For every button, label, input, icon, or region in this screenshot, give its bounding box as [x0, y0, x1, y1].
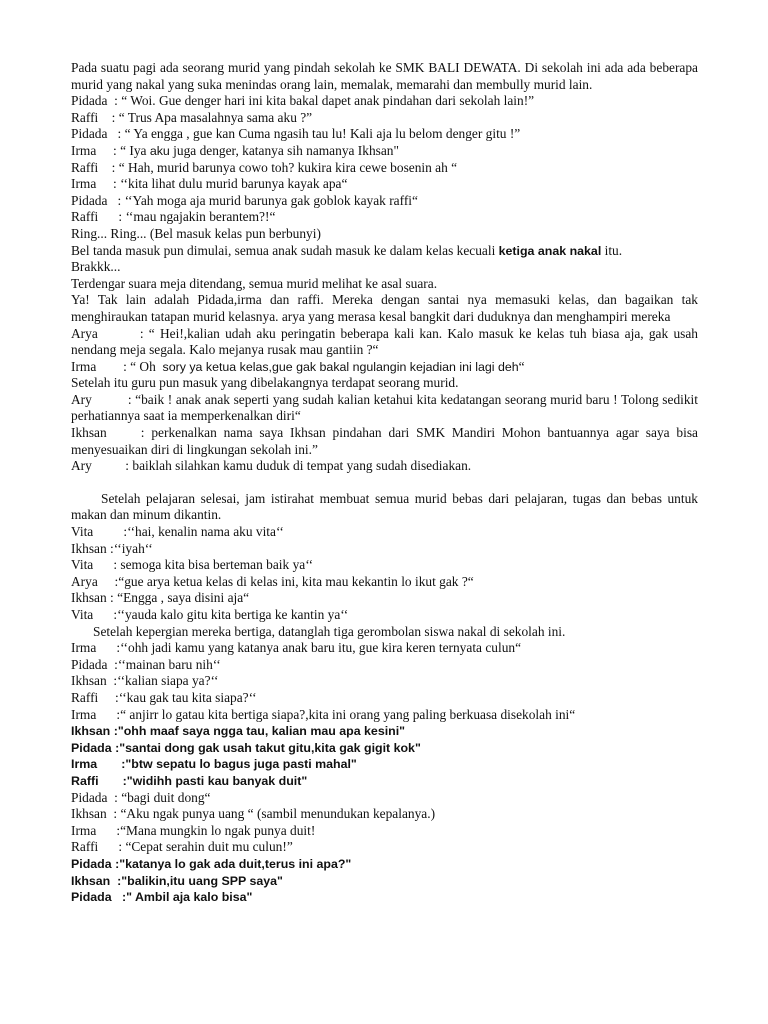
- speaker: Arya: [71, 325, 98, 341]
- separator: :: [98, 209, 126, 225]
- dialogue-line: [71, 707, 698, 724]
- dialogue-text: “ Ya engga , gue kan Cuma ngasih tau lu! Kali aja lu belom denger gitu !”: [124, 126, 521, 142]
- speaker: Pidada: [71, 93, 108, 109]
- dialogue-text: " Ambil aja kalo bisa": [126, 890, 253, 905]
- speaker: Vita: [71, 607, 94, 622]
- dialogue-line: [71, 209, 698, 226]
- dialogue-text: “Aku ngak punya uang “ (sambil menundukan kepalanya.): [120, 806, 436, 822]
- speaker: Pidada: [71, 789, 108, 805]
- dialogue-text: baiklah silahkan kamu duduk di tempat yang sudah disediakan.: [132, 458, 472, 474]
- dialogue-line: [71, 458, 698, 475]
- dialogue-line-bold: [71, 723, 698, 740]
- dialogue-text: “gue arya ketua kelas di kelas ini, kita mau kekantin lo ikut gak ?“: [118, 573, 474, 589]
- speaker: Raffi: [71, 773, 99, 788]
- paragraph-gap: [71, 475, 698, 491]
- narration-terdengar: Terdengar suara meja ditendang, semua murid melihat ke asal suara.: [71, 275, 438, 291]
- separator: :: [93, 524, 128, 540]
- separator: :: [91, 458, 133, 474]
- dialogue-text: ‘‘mainan baru nih‘‘: [117, 656, 221, 672]
- intro-paragraph: Pada suatu pagi ada seorang murid yang pindah sekolah ke SMK BALI DEWATA. Di sekolah ini ada ada beberapa murid yang nakal yang suka menindas orang lain, memalak, memarahi dan membully murid lain.: [71, 60, 698, 92]
- speaker: Pidada: [71, 890, 112, 905]
- speaker: Ikhsan: [71, 425, 107, 441]
- dialogue-line: [71, 640, 698, 657]
- separator: :: [107, 93, 122, 109]
- narration-bold-text: ketiga anak nakal: [498, 243, 602, 258]
- separator: :: [107, 192, 125, 208]
- dialogue-text: "santai dong gak usah takut gitu,kita gak gigit kok": [119, 740, 421, 755]
- separator: :: [96, 706, 121, 722]
- dialogue-line: [71, 160, 698, 177]
- speaker: Irma: [71, 757, 98, 772]
- dialogue-text: “Mana mungkin lo ngak punya duit!: [120, 822, 316, 838]
- separator: :: [98, 689, 119, 705]
- dialogue-line: [71, 326, 698, 359]
- separator: :: [106, 540, 114, 556]
- dialogue-text: “Engga , saya disini aja“: [117, 590, 250, 606]
- speaker: Irma: [71, 706, 97, 722]
- dialogue-line: [71, 524, 698, 541]
- speaker: Irma: [71, 640, 97, 656]
- separator: :: [107, 656, 118, 672]
- separator: :: [93, 607, 118, 622]
- separator: :: [106, 590, 118, 606]
- separator: :: [97, 757, 126, 772]
- speaker: Pidada: [71, 740, 112, 755]
- dialogue-line: [71, 93, 698, 110]
- dialogue-text: “baik ! anak anak seperti yang sudah kalian ketahui kita kedatangan seorang murid baru ! Tolong sedikit perhatiannya saat ia memperkenalkan diri“: [71, 391, 699, 424]
- dialogue-line-bold: [71, 889, 698, 906]
- dialogue-line: [71, 176, 698, 193]
- separator: :: [111, 856, 120, 871]
- separator: :: [97, 573, 119, 589]
- separator: :: [96, 822, 121, 838]
- narration-setelah-pelajaran: Setelah pelajaran selesai, jam istirahat membuat semua murid bebas dari pelajaran, tugas dan bebas untuk makan dan minum dikantin.: [71, 490, 698, 523]
- dialogue-line: [71, 359, 698, 376]
- dialogue-line-bold: [71, 740, 698, 757]
- dialogue-text: ‘‘yauda kalo gitu kita bertiga ke kantin ya‘‘: [117, 607, 349, 622]
- speaker: Pidada: [71, 126, 108, 142]
- dialogue-line: [71, 392, 698, 425]
- dialogue-text: “ Hah, murid barunya cowo toh? kukira kira cewe bosenin ah “: [118, 159, 458, 175]
- dialogue-line: [71, 673, 698, 690]
- narration-bel: [71, 243, 698, 260]
- dialogue-text: ‘‘iyah‘‘: [113, 540, 153, 556]
- speaker: Raffi: [71, 689, 99, 705]
- dialogue-text: “bagi duit dong“: [121, 789, 211, 805]
- separator: :: [98, 159, 119, 175]
- speaker: Pidada: [71, 656, 108, 672]
- speaker: Ary: [71, 391, 92, 407]
- speaker: Pidada: [71, 856, 112, 871]
- separator: :: [97, 325, 149, 341]
- dialogue-text: "balikin,itu uang SPP saya": [121, 873, 283, 888]
- separator: :: [98, 109, 119, 125]
- narration-ring: Ring... Ring... (Bel masuk kelas pun berbunyi): [71, 225, 321, 241]
- narration-kepergian: Setelah kepergian mereka bertiga, datanglah tiga gerombolan siswa nakal di sekolah ini.: [93, 623, 566, 639]
- dialogue-line: [71, 607, 698, 624]
- speaker: Raffi: [71, 109, 99, 125]
- dialogue-line: [71, 823, 698, 840]
- dialogue-text: “Cepat serahin duit mu culun!”: [125, 839, 293, 855]
- narration-text: itu.: [601, 242, 623, 258]
- dialogue-line: [71, 790, 698, 807]
- separator: :: [110, 724, 118, 739]
- dialogue-text: ‘‘kita lihat dulu murid barunya kayak apa“: [120, 176, 348, 192]
- separator: :: [106, 673, 118, 689]
- dialogue-line: [71, 657, 698, 674]
- narration-setelah: Setelah itu guru pun masuk yang dibelakangnya terdapat seorang murid.: [71, 375, 459, 391]
- speaker: Vita: [71, 557, 94, 573]
- narration-brakkk: Brakkk...: [71, 259, 121, 275]
- dialogue-line-bold: [71, 773, 698, 790]
- narration-text: Bel tanda masuk pun dimulai, semua anak sudah masuk ke dalam kelas kecuali: [71, 242, 499, 258]
- separator: :: [107, 126, 125, 142]
- dialogue-line: [71, 425, 698, 458]
- dialogue-line: [71, 143, 698, 160]
- dialogue-text: "btw sepatu lo bagus juga pasti mahal": [125, 757, 357, 772]
- dialogue-line: [71, 574, 698, 591]
- speaker: Ikhsan: [71, 673, 107, 689]
- separator: :: [106, 806, 121, 822]
- speaker: Pidada: [71, 192, 108, 208]
- separator: :: [96, 142, 121, 158]
- dialogue-text: "katanya lo gak ada duit,terus ini apa?": [119, 856, 352, 871]
- dialogue-line-bold: [71, 756, 698, 773]
- dialogue-text: ‘‘kalian siapa ya?‘‘: [117, 673, 219, 689]
- dialogue-line: [71, 806, 698, 823]
- speaker: Ikhsan: [71, 806, 107, 822]
- speaker: Raffi: [71, 839, 99, 855]
- separator: :: [111, 890, 127, 905]
- speaker: Vita: [71, 524, 94, 540]
- dialogue-line: [71, 590, 698, 607]
- dialogue-text: "widihh pasti kau banyak duit": [126, 773, 308, 788]
- separator: :: [106, 425, 152, 441]
- dialogue-line: [71, 557, 698, 574]
- dialogue-line-bold: [71, 873, 698, 890]
- dialogue-text: semoga kita bisa berteman baik ya‘‘: [120, 557, 314, 573]
- speaker: Raffi: [71, 159, 99, 175]
- dialogue-text: ‘‘hai, kenalin nama aku vita‘‘: [127, 524, 284, 540]
- dialogue-text: “ anjirr lo gatau kita bertiga siapa?,kita ini orang yang paling berkuasa disekolah ini“: [120, 706, 576, 722]
- dialogue-line: [71, 690, 698, 707]
- dialogue-line: [71, 839, 698, 856]
- separator: :: [107, 789, 122, 805]
- speaker: Ikhsan: [71, 590, 107, 606]
- narration-ya: Ya! Tak lain adalah Pidada,irma dan raffi. Mereka dengan santai nya memasuki kelas, dan bagaikan tak menghiraukan tatapan murid kelasnya. arya yang merasa kesal bangkit dari duduknya dan menghampiri mereka: [71, 292, 698, 324]
- dialogue-line: [71, 110, 698, 127]
- separator: :: [96, 640, 121, 656]
- separator: :: [91, 391, 136, 407]
- dialogue-text: ‘‘mau ngajakin berantem?!“: [125, 209, 276, 225]
- dialogue-text: “ Iya: [120, 142, 150, 158]
- dialogue-text: perkenalkan nama saya Ikhsan pindahan dari SMK Mandiri Mohon bantuannya agar saya bisa menyesuaikan diri di lingkungan sekolah ini.”: [71, 425, 698, 457]
- dialogue-line-bold: [71, 856, 698, 873]
- dialogue-line: [71, 541, 698, 558]
- dialogue-text: “ Woi. Gue denger hari ini kita bakal dapet anak pindahan dari sekolah lain!”: [121, 93, 535, 109]
- dialogue-text: “ Hei!,kalian udah aku peringatin beberapa kali kan. Kalo masuk ke kelas tuh biasa aja, gak usah nendang meja segala. Kalo mejanya rusak mau gantiin ?“: [71, 325, 698, 358]
- separator: :: [96, 358, 131, 374]
- speaker: Arya: [71, 573, 98, 589]
- speaker: Ary: [71, 458, 92, 474]
- separator: :: [98, 773, 127, 788]
- dialogue-text: ‘‘ohh jadi kamu yang katanya anak baru itu, gue kira keren ternyata culun“: [120, 640, 522, 656]
- speaker: Raffi: [71, 209, 99, 225]
- speaker: Irma: [71, 176, 97, 192]
- separator: :: [93, 557, 121, 573]
- speaker: Ikhsan: [71, 540, 107, 556]
- separator: :: [98, 839, 126, 855]
- dialogue-text: “ Trus Apa masalahnya sama aku ?”: [118, 109, 313, 125]
- dialogue-line: [71, 193, 698, 210]
- speaker: Ikhsan: [71, 873, 111, 888]
- speaker: Ikhsan: [71, 724, 111, 739]
- dialogue-text: juga denger, katanya sih namanya Ikhsan": [169, 142, 399, 158]
- speaker: Irma: [71, 358, 97, 374]
- speaker: Irma: [71, 822, 97, 838]
- dialogue-text: “: [518, 358, 525, 374]
- speaker: Irma: [71, 142, 97, 158]
- separator: :: [111, 740, 120, 755]
- dialogue-text-sans: sory ya ketua kelas,gue gak bakal ngulangin kejadian ini lagi deh: [162, 359, 519, 374]
- dialogue-text: "ohh maaf saya ngga tau, kalian mau apa kesini": [117, 724, 406, 739]
- dialogue-text-sans: aku: [149, 143, 170, 158]
- separator: :: [96, 176, 121, 192]
- dialogue-text: “ Oh: [130, 358, 163, 374]
- dialogue-text: ‘‘kau gak tau kita siapa?‘‘: [118, 689, 257, 705]
- separator: :: [110, 873, 122, 888]
- dialogue-text: ‘‘Yah moga aja murid barunya gak goblok kayak raffi“: [124, 192, 418, 208]
- dialogue-line: [71, 126, 698, 143]
